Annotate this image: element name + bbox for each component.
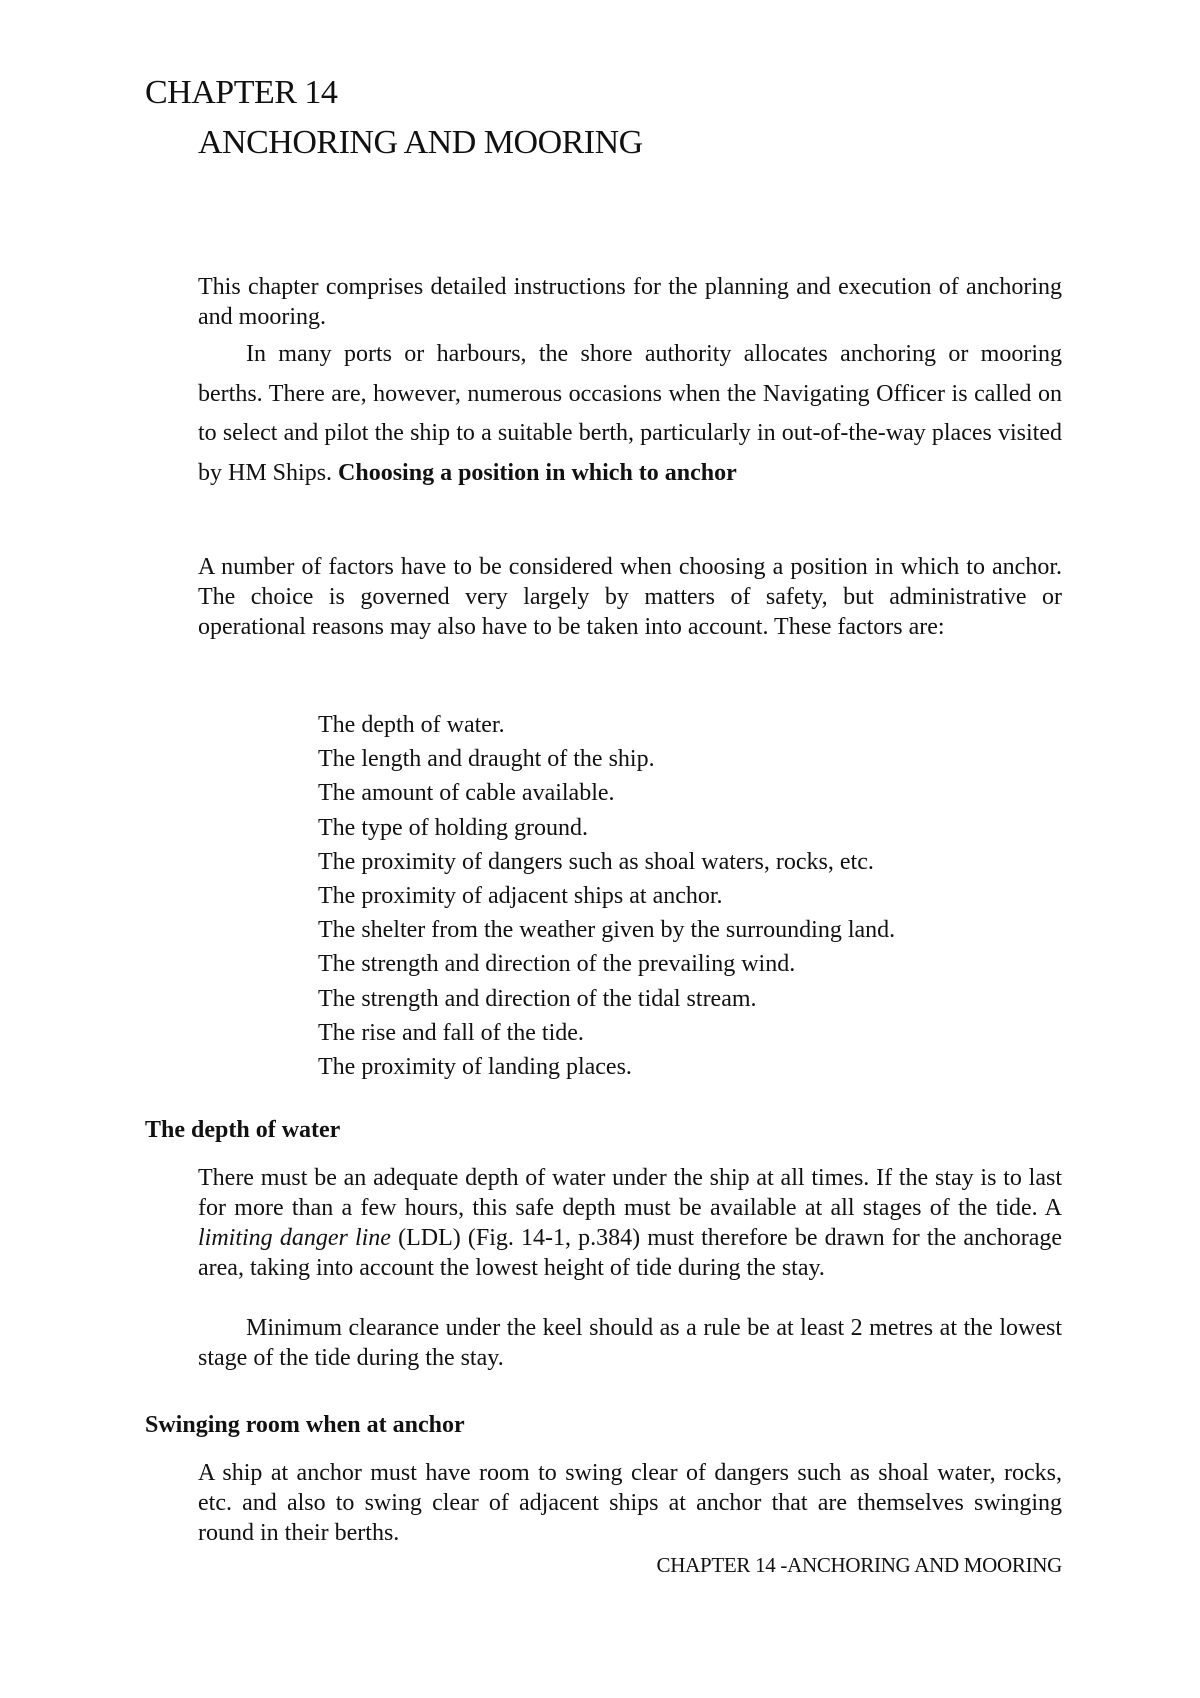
factor-item: The shelter from the weather given by the surrounding land. [318, 917, 896, 944]
factor-item: The proximity of adjacent ships at anchor. [318, 883, 723, 910]
keel-clearance-paragraph: Minimum clearance under the keel should as a rule be at least 2 metres at the lowest stage of the tide during the stay. [198, 1315, 1062, 1371]
swinging-room-paragraph: A ship at anchor must have room to swing clear of dangers such as shoal water, rocks, etc. and also to swing clear of adjacent ships at anchor that are themselves swinging round in their berths. [198, 1460, 1062, 1546]
factor-item: The depth of water. [318, 712, 505, 738]
depth-paragraph [198, 1163, 1062, 1283]
factor-item: The type of holding ground. [318, 814, 588, 841]
limiting-danger-line-term: limiting danger line [198, 1225, 391, 1251]
factor-item: The proximity of landing places. [318, 1054, 632, 1081]
factor-list [318, 708, 895, 1084]
factor-item: The strength and direction of the prevailing wind. [318, 951, 796, 978]
factor-item: The rise and fall of the tide. [318, 1019, 584, 1046]
intro-paragraph: This chapter comprises detailed instructions for the planning and execution of anchoring and mooring. [198, 274, 1062, 330]
factor-item: The proximity of dangers such as shoal waters, rocks, etc. [318, 848, 874, 875]
chapter-number: CHAPTER 14 [145, 74, 338, 111]
depth-paragraph-text-start: There must be an adequate depth of water under the ship at all times. If the stay is to last for more than a few hours, this safe depth must be available at all stages of the tide. A [198, 1165, 1062, 1221]
ports-paragraph-text: In many ports or harbours, the shore authority allocates anchoring or mooring berths. There are, however, numerous occasions when the Navigating Officer is called on to select and pilot the ship to a suitable berth, particularly in out-of-the-way places visited by HM Ships. [198, 341, 1062, 486]
running-footer: CHAPTER 14 -ANCHORING AND MOORING [656, 1553, 1062, 1577]
factor-item: The strength and direction of the tidal stream. [318, 985, 757, 1012]
factor-item: The length and draught of the ship. [318, 746, 655, 773]
factor-item: The amount of cable available. [318, 780, 615, 807]
chapter-title: ANCHORING AND MOORING [198, 124, 643, 161]
swinging-room-heading: Swinging room when at anchor [145, 1412, 465, 1438]
depth-of-water-heading: The depth of water [145, 1117, 341, 1143]
factors-intro-paragraph: A number of factors have to be considered when choosing a position in which to anchor. The choice is governed very largely by matters of safety, but administrative or operational reasons may also have to be taken into account. These factors are: [198, 554, 1062, 640]
choosing-position-heading: Choosing a position in which to anchor [338, 459, 737, 486]
depth-paragraph-text-end: (LDL) (Fig. 14-1, p.384) must therefore be drawn for the anchorage area, taking into account the lowest height of tide during the stay. [198, 1225, 1062, 1281]
ports-paragraph [198, 335, 1062, 493]
